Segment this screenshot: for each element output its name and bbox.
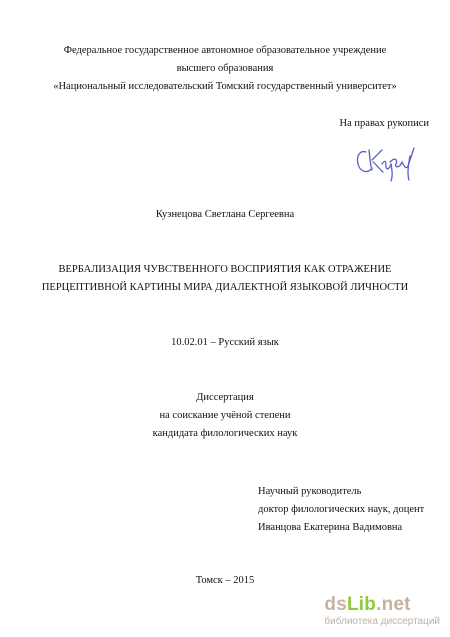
supervisor-label: Научный руководитель <box>258 486 362 497</box>
organization-line-1: Федеральное государственное автономное образовательное учреждение <box>63 45 387 56</box>
supervisor-name: Иванцова Екатерина Вадимовна <box>258 522 403 533</box>
watermark-net: .net <box>376 594 411 615</box>
dissertation-title-line-1: ВЕРБАЛИЗАЦИЯ ЧУВСТВЕННОГО ВОСПРИЯТИЯ КАК ОТРАЖЕНИЕ <box>58 264 392 275</box>
degree-line-2: кандидата филологических наук <box>152 428 298 439</box>
watermark-subtitle: библиотека диссертаций <box>324 616 440 627</box>
watermark-logo <box>324 595 440 615</box>
rights-notice: На правах рукописи <box>339 118 429 129</box>
supervisor-degree: доктор филологических наук, доцент <box>258 504 425 515</box>
organization-line-2: высшего образования <box>176 63 274 74</box>
dissertation-type: Диссертация <box>196 392 254 403</box>
dissertation-title-line-2: ПЕРЦЕПТИВНОЙ КАРТИНЫ МИРА ДИАЛЕКТНОЙ ЯЗЫКОВОЙ ЛИЧНОСТИ <box>41 282 409 293</box>
specialty: 10.02.01 – Русский язык <box>171 337 279 348</box>
city-year: Томск – 2015 <box>195 575 255 586</box>
handwritten-signature <box>352 140 422 182</box>
dslib-watermark <box>324 595 440 627</box>
watermark-lib: Lib <box>347 594 377 615</box>
organization-line-3: «Национальный исследовательский Томский государственный университет» <box>53 81 397 92</box>
watermark-ds: ds <box>324 594 347 615</box>
degree-line-1: на соискание учёной степени <box>159 410 291 421</box>
author-name: Кузнецова Светлана Сергеевна <box>155 209 295 220</box>
